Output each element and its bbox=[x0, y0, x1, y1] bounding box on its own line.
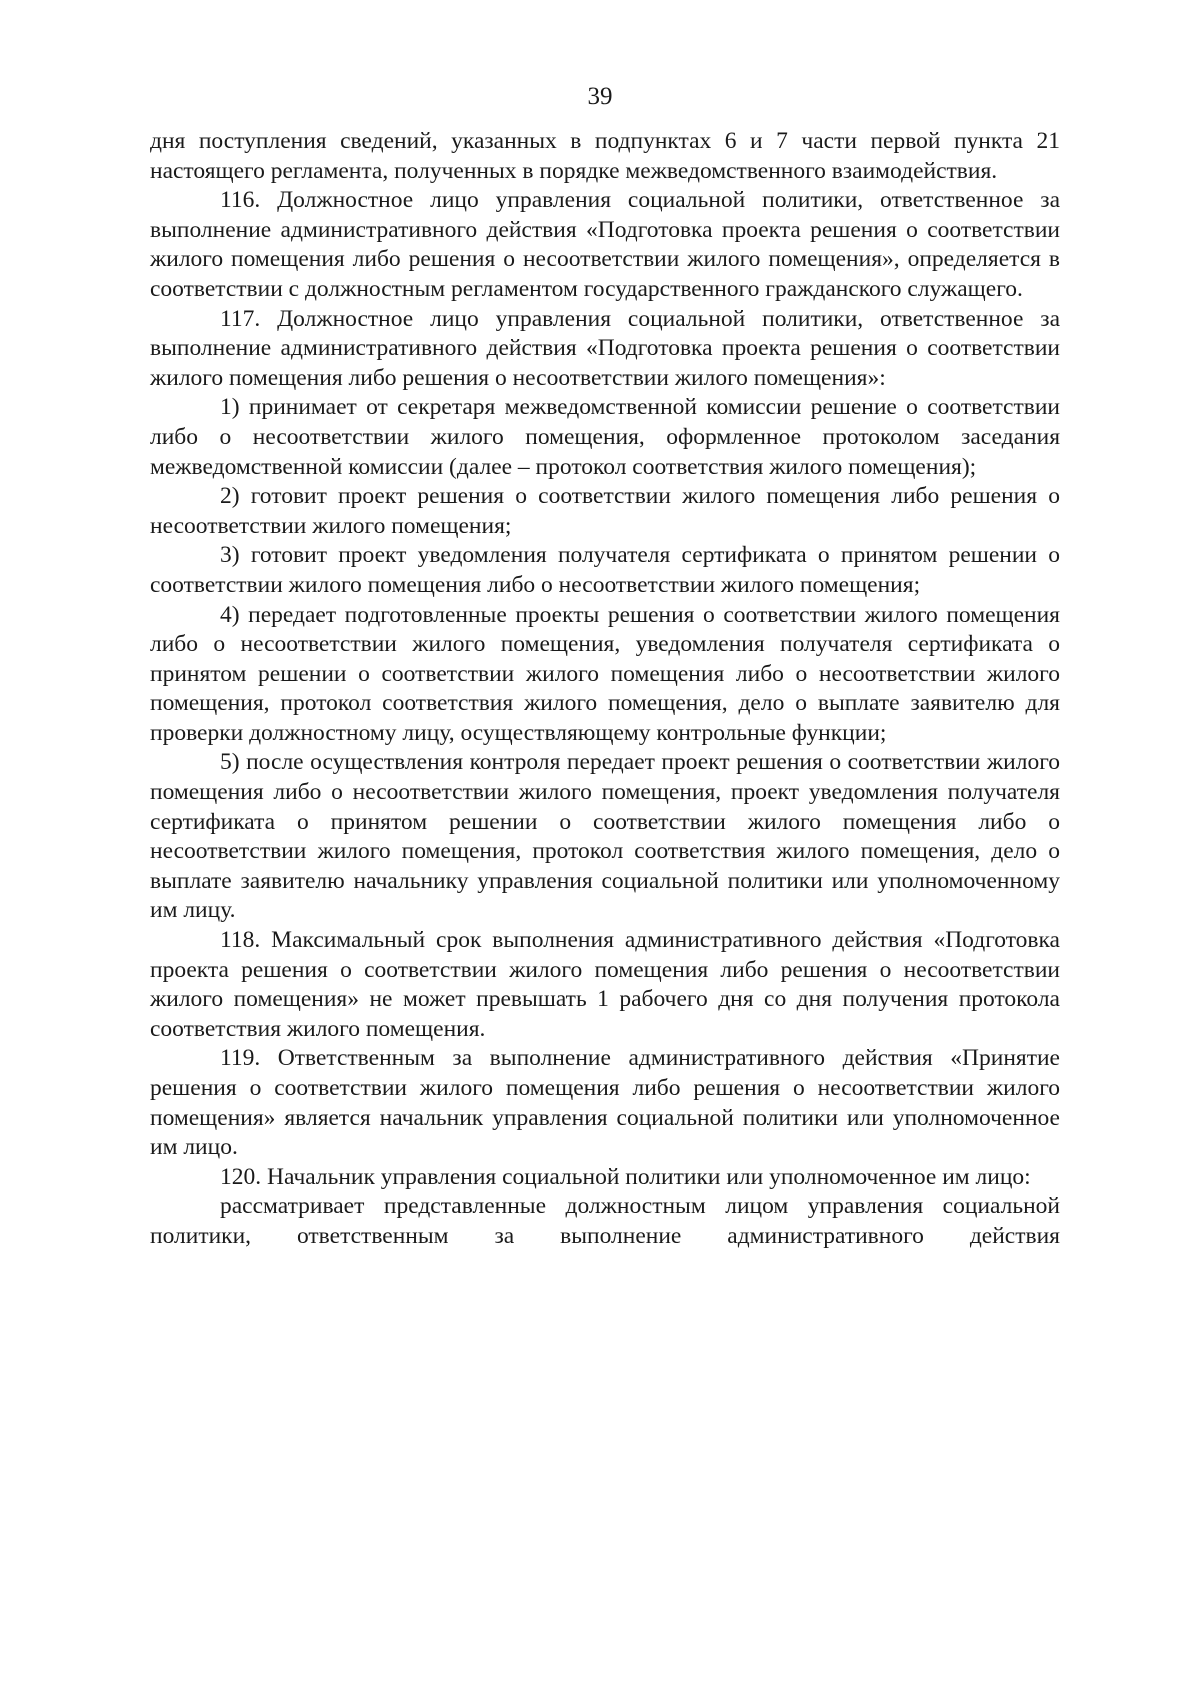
paragraph-119: 119. Ответственным за выполнение административного действия «Принятие решения о соответствии жилого помещения либо решения о несоответствии жилого помещения» является начальник управления социальной политики или уполномоченное им лицо. bbox=[150, 1045, 1060, 1161]
list-item-1: 1) принимает от секретаря межведомственной комиссии решение о соответствии либо о несоответствии жилого помещения, оформленное протоколом заседания межведомственной комиссии (далее – протокол соответствия жилого помещения); bbox=[150, 394, 1060, 480]
paragraph-continuation: дня поступления сведений, указанных в подпунктах 6 и 7 части первой пункта 21 настоящего регламента, полученных в порядке межведомственного взаимодействия. bbox=[150, 128, 1060, 184]
paragraph-118: 118. Максимальный срок выполнения административного действия «Подготовка проекта решения о соответствии жилого помещения либо решения о несоответствии жилого помещения» не может превышать 1 рабочего дня со дня получения протокола соответствия жилого помещения. bbox=[150, 927, 1060, 1042]
paragraph-117: 117. Должностное лицо управления социальной политики, ответственное за выполнение административного действия «Подготовка проекта решения о соответствии жилого помещения либо решения о несоответствии жилого помещения»: bbox=[150, 305, 1060, 391]
list-item-5: 5) после осуществления контроля передает проект решения о соответствии жилого помещения либо о несоответствии жилого помещения, проект уведомления получателя сертификата о принятом решении о соответствии жилого помещения либо о несоответствии жилого помещения, протокол соответствия жилого помещения, дело о выплате заявителю начальнику управления социальной политики или уполномоченному им лицу. bbox=[150, 749, 1060, 924]
list-item-2: 2) готовит проект решения о соответствии жилого помещения либо решения о несоответствии жилого помещения; bbox=[150, 483, 1060, 539]
list-item-4: 4) передает подготовленные проекты решения о соответствии жилого помещения либо о несоответствии жилого помещения, уведомления получателя сертификата о принятом решении о соответствии жилого помещения либо о несоответствии жилого помещения, протокол соответствия жилого помещения, дело о выплате заявителю для проверки должностному лицу, осуществляющему контрольные функции; bbox=[150, 601, 1060, 746]
paragraph-120: 120. Начальник управления социальной политики или уполномоченное им лицо: bbox=[220, 1163, 1031, 1190]
document-body bbox=[150, 127, 1060, 1252]
paragraph-116: 116. Должностное лицо управления социальной политики, ответственное за выполнение административного действия «Подготовка проекта решения о соответствии жилого помещения либо решения о несоответствии жилого помещения», определяется в соответствии с должностным регламентом государственного гражданского служащего. bbox=[150, 187, 1060, 302]
list-item-3: 3) готовит проект уведомления получателя сертификата о принятом решении о соответствии жилого помещения либо о несоответствии жилого помещения; bbox=[150, 542, 1060, 598]
paragraph-120-continuation: рассматривает представленные должностным лицом управления социальной политики, ответственным за выполнение административного действия bbox=[150, 1193, 1060, 1249]
page-number: 39 bbox=[587, 83, 613, 110]
